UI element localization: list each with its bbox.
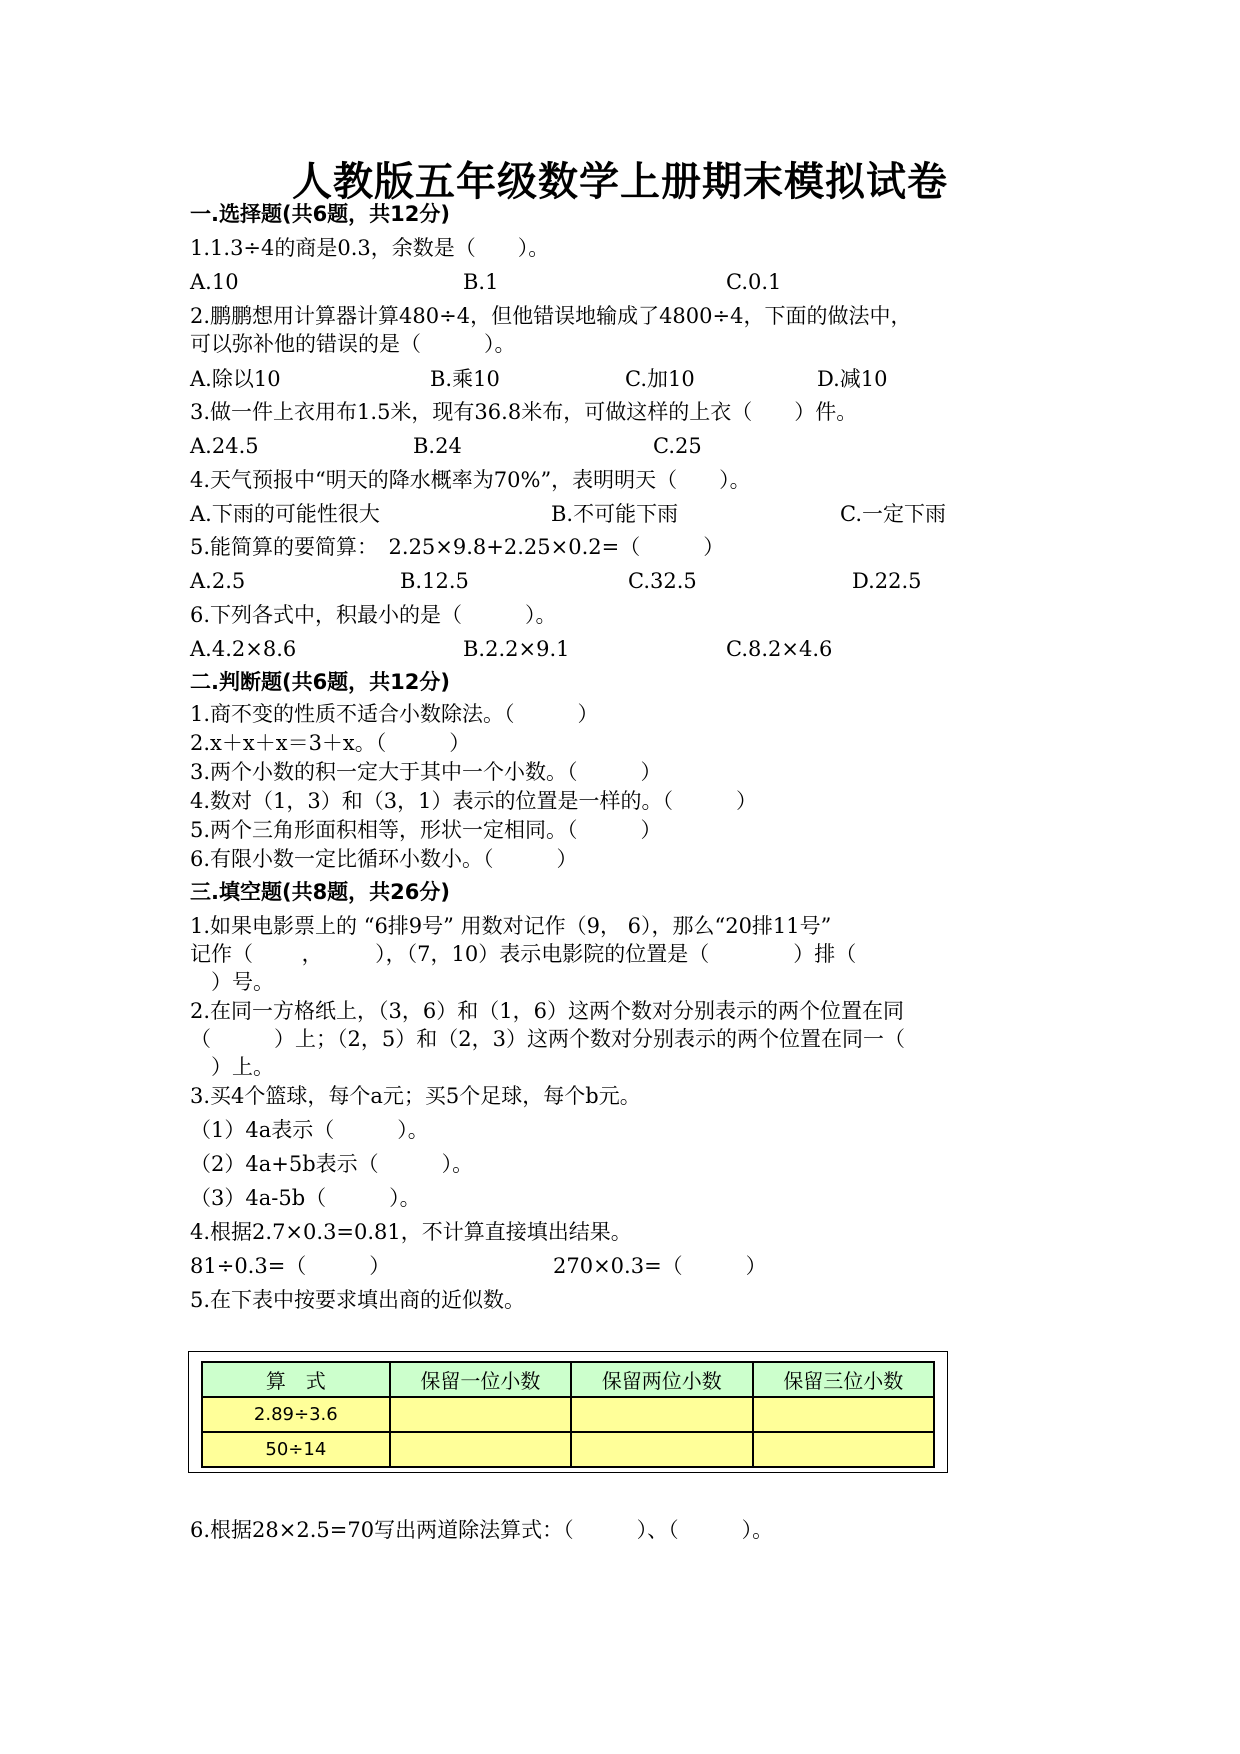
s1-q1-option-c: C.0.1: [726, 270, 782, 294]
approx-table-frame: [188, 1351, 948, 1473]
table-cell-answer[interactable]: [571, 1432, 752, 1467]
s1-q1-option-b: B.1: [463, 270, 499, 294]
s1-q2-stem-line2: 可以弥补他的错误的是（ ）。: [190, 332, 516, 356]
s3-q1-line2: 记作（ ， ），（7，10）表示电影院的位置是（ ）排（: [190, 942, 857, 966]
table-header-cell: 保留一位小数: [390, 1362, 571, 1397]
section3-heading: 三.填空题(共8题，共26分): [190, 880, 451, 904]
s1-q4-stem: 4.天气预报中“明天的降水概率为70%”，表明明天（ ）。: [190, 468, 751, 492]
s1-q5-option-b: B.12.5: [400, 569, 469, 593]
s1-q1-option-a: A.10: [190, 270, 239, 294]
s3-q4-part-b: 270×0.3=（ ）: [553, 1254, 767, 1278]
table-cell-expression: 2.89÷3.6: [202, 1397, 390, 1432]
s3-q2-line1: 2.在同一方格纸上，（3，6）和（1，6）这两个数对分别表示的两个位置在同: [190, 999, 904, 1023]
section2-heading: 二.判断题(共6题，共12分): [190, 670, 451, 694]
s1-q2-option-c: C.加10: [625, 367, 695, 391]
s2-item: 2.x＋x＋x＝3＋x。（ ）: [190, 731, 471, 755]
s1-q6-option-a: A.4.2×8.6: [190, 637, 297, 661]
s1-q3-option-c: C.25: [653, 434, 702, 458]
s3-q4-part-a: 81÷0.3=（ ）: [190, 1254, 391, 1278]
s1-q5-option-c: C.32.5: [628, 569, 697, 593]
s2-item: 1.商不变的性质不适合小数除法。（ ）: [190, 702, 599, 726]
table-cell-expression: 50÷14: [202, 1432, 390, 1467]
table-row: [202, 1397, 934, 1432]
s3-q5-stem: 5.在下表中按要求填出商的近似数。: [190, 1288, 526, 1312]
s1-q4-option-b: B.不可能下雨: [551, 502, 679, 526]
table-cell-answer[interactable]: [390, 1432, 571, 1467]
s1-q5-stem: 5.能简算的要简算： 2.25×9.8+2.25×0.2=（ ）: [190, 535, 725, 559]
s1-q2-option-a: A.除以10: [190, 367, 281, 391]
s3-q3-part2: （2）4a+5b表示（ ）。: [190, 1152, 474, 1176]
table-header-cell: 保留两位小数: [571, 1362, 752, 1397]
s3-q3-part3: （3）4a-5b（ ）。: [190, 1186, 421, 1210]
table-row: [202, 1432, 934, 1467]
table-header-cell: 保留三位小数: [753, 1362, 934, 1397]
table-cell-answer[interactable]: [753, 1432, 934, 1467]
s2-item: 6.有限小数一定比循环小数小。（ ）: [190, 847, 578, 871]
s1-q2-stem-line1: 2.鹏鹏想用计算器计算480÷4，但他错误地输成了4800÷4，下面的做法中，: [190, 304, 912, 328]
s1-q3-stem: 3.做一件上衣用布1.5米，现有36.8米布，可做这样的上衣（ ）件。: [190, 400, 858, 424]
s3-q2-line3: ）上。: [190, 1055, 274, 1079]
s3-q6-stem: 6.根据28×2.5=70写出两道除法算式：（ ）、（ ）。: [190, 1518, 774, 1542]
s3-q3-part1: （1）4a表示（ ）。: [190, 1118, 429, 1142]
s1-q2-option-b: B.乘10: [430, 367, 500, 391]
table-cell-answer[interactable]: [390, 1397, 571, 1432]
s3-q2-line2: （ ）上；（2，5）和（2，3）这两个数对分别表示的两个位置在同一（: [190, 1027, 905, 1051]
approx-table: [201, 1361, 935, 1468]
s3-q4-stem: 4.根据2.7×0.3=0.81，不计算直接填出结果。: [190, 1220, 632, 1244]
s2-item: 4.数对（1，3）和（3，1）表示的位置是一样的。（ ）: [190, 789, 757, 813]
page-title: 人教版五年级数学上册期末模拟试卷: [292, 159, 948, 205]
s1-q3-option-a: A.24.5: [190, 434, 259, 458]
s1-q4-option-c: C.一定下雨: [840, 502, 946, 526]
section1-heading: 一.选择题(共6题，共12分): [190, 202, 451, 226]
s2-item: 3.两个小数的积一定大于其中一个小数。（ ）: [190, 760, 662, 784]
s1-q4-option-a: A.下雨的可能性很大: [190, 502, 380, 526]
s1-q5-option-d: D.22.5: [852, 569, 922, 593]
s3-q1-line3: ）号。: [190, 970, 274, 994]
table-header-row: [202, 1362, 934, 1397]
s1-q1-stem: 1.1.3÷4的商是0.3，余数是（ ）。: [190, 236, 550, 260]
s1-q6-stem: 6.下列各式中，积最小的是（ ）。: [190, 603, 557, 627]
s1-q6-option-b: B.2.2×9.1: [463, 637, 570, 661]
s3-q3-stem: 3.买4个篮球，每个a元；买5个足球，每个b元。: [190, 1084, 641, 1108]
s2-item: 5.两个三角形面积相等，形状一定相同。（ ）: [190, 818, 662, 842]
s3-q1-line1: 1.如果电影票上的 “6排9号” 用数对记作（9， 6），那么“20排11号”: [190, 914, 832, 938]
table-header-cell: 算 式: [202, 1362, 390, 1397]
s1-q6-option-c: C.8.2×4.6: [726, 637, 833, 661]
table-cell-answer[interactable]: [571, 1397, 752, 1432]
s1-q3-option-b: B.24: [413, 434, 462, 458]
s1-q5-option-a: A.2.5: [190, 569, 246, 593]
s1-q2-option-d: D.减10: [817, 367, 888, 391]
table-cell-answer[interactable]: [753, 1397, 934, 1432]
